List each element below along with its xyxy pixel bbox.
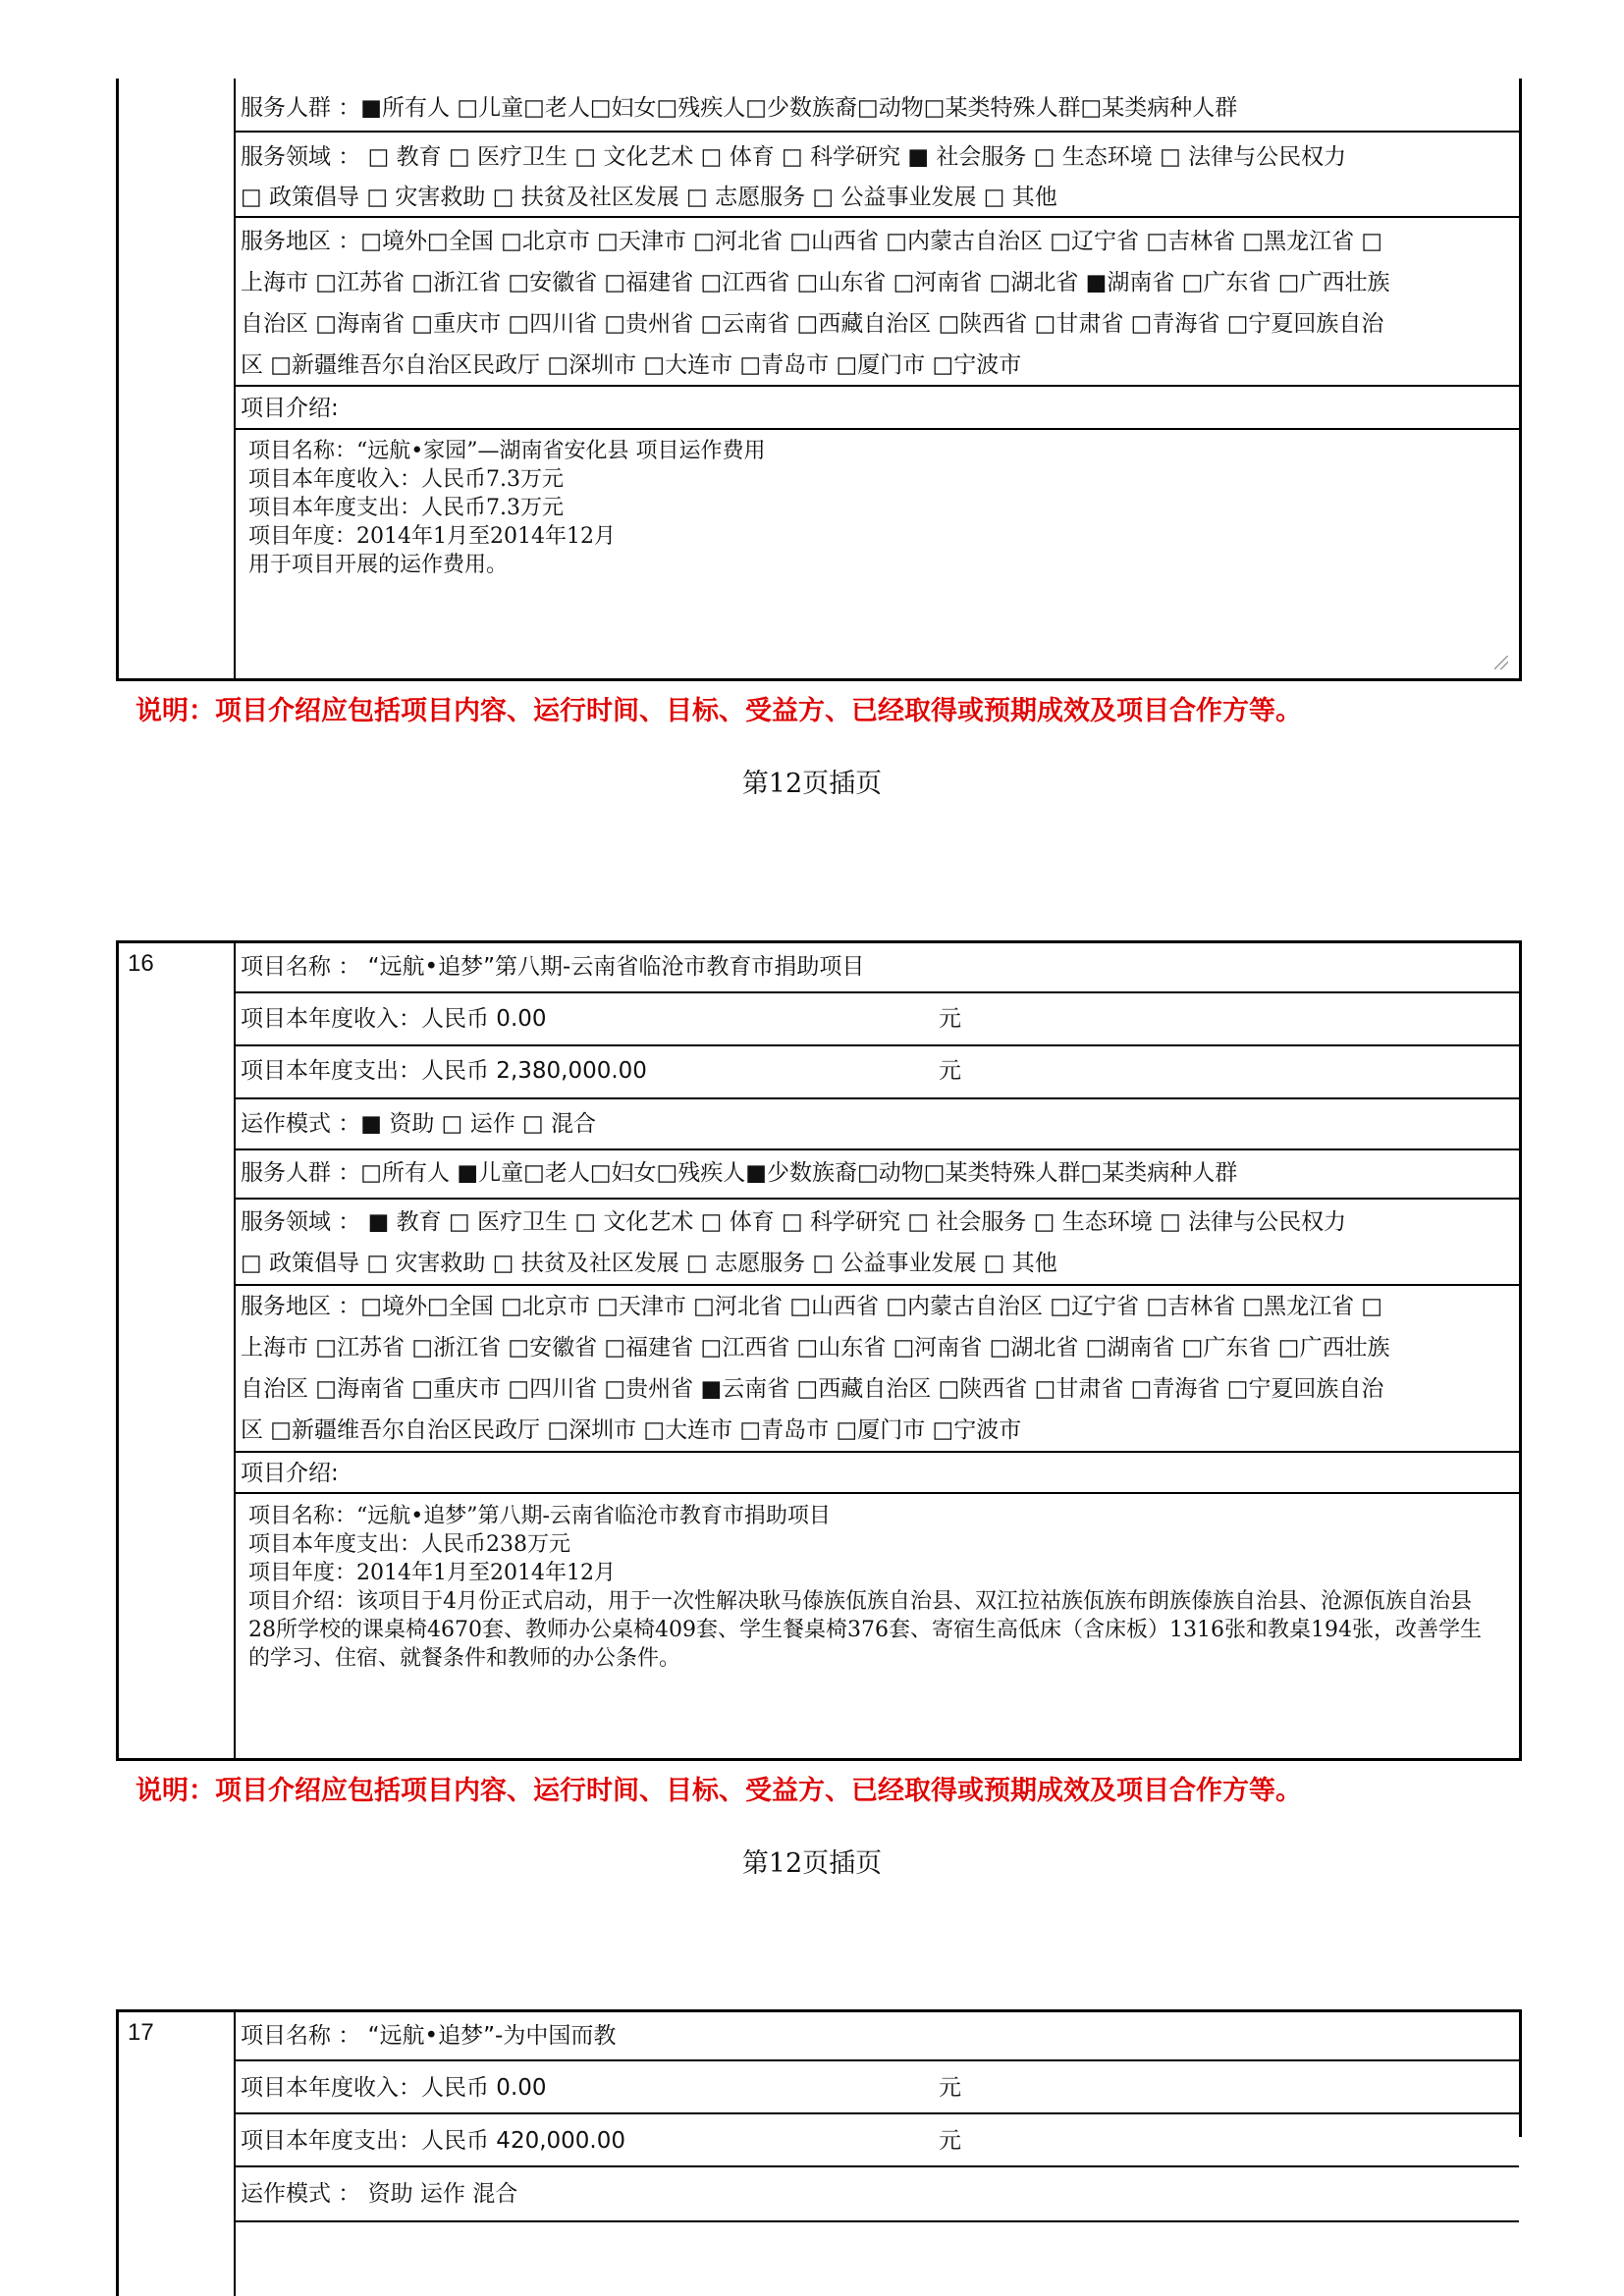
intro-label: 项目介绍: [241,1461,339,1486]
intro-textbox[interactable] [234,437,1505,579]
income-label: 项目本年度收入：人民币 0.00 [241,1006,547,1032]
expense-row [241,1056,1517,1086]
project-name-row: 项目名称 ： “远航•追梦”-为中国而教 [241,2023,617,2049]
row-divider [236,385,1519,387]
row-divider [236,1044,1519,1046]
intro-line: 项目介绍：该项目于4月份正式启动，用于一次性解决耿马傣族佤族自治县、双江拉祜族佤族布朗族傣族自治县、沧源佤族自治县28所学校的课桌椅4670套、教师办公桌椅409套、学生餐桌椅376套、寄宿生高低床（含床板）1316张和教桌194张，改善学生的学习、住宿、就餐条件和教师的办公条件。 [248,1589,1482,1671]
operation-mode-row: 运作模式 ：■ 资助 □ 运作 □ 混合 [241,1111,597,1137]
row-divider [236,1198,1519,1200]
table-left-border [116,940,119,1759]
table-right-border [1519,940,1522,1759]
intro-label: 项目介绍: [241,396,339,421]
intro-line: 项目年度：2014年1月至2014年12月 [248,524,616,549]
service-area-row-3: 自治区 □海南省 □重庆市 □四川省 □贵州省 ■云南省 □西藏自治区 □陕西省 □甘肃省 □青海省 □宁夏回族自治 [241,1376,1384,1402]
table-left-border [116,79,119,679]
service-area-row-1: 服务地区 ：□境外□全国 □北京市 □天津市 □河北省 □山西省 □内蒙古自治区 □辽宁省 □吉林省 □黑龙江省 □ [241,229,1383,254]
page-reference: 第12页插页 [741,1848,883,1879]
intro-line: 项目名称：“远航•追梦”第八期-云南省临沧市教育市捐助项目 [248,1504,831,1528]
row-divider [236,131,1519,133]
row-divider [236,428,1519,430]
income-unit: 元 [939,2075,961,2101]
project-name-row: 项目名称 ： “远航•追梦”第八期-云南省临沧市教育市捐助项目 [241,954,865,980]
expense-unit: 元 [939,1058,961,1084]
operation-mode-row: 运作模式 ： 资助 运作 混合 [241,2181,518,2207]
income-row [241,2073,1517,2103]
row-divider [236,1097,1519,1099]
intro-line: 项目本年度支出：人民币7.3万元 [248,496,564,520]
row-divider [236,1492,1519,1494]
intro-line: 用于项目开展的运作费用。 [248,553,509,577]
intro-textbox[interactable] [234,1502,1500,1673]
project-number: 17 [128,2019,154,2046]
service-area-row-4: 区 □新疆维吾尔自治区民政厅 □深圳市 □大连市 □青岛市 □厦门市 □宁波市 [241,352,1022,378]
row-divider [236,1284,1519,1286]
row-divider [236,2059,1519,2061]
expense-label: 项目本年度支出：人民币 2,380,000.00 [241,1058,647,1084]
table-top-border [116,2009,1522,2012]
service-area-row-1: 服务地区 ：□境外□全国 □北京市 □天津市 □河北省 □山西省 □内蒙古自治区 □辽宁省 □吉林省 □黑龙江省 □ [241,1294,1383,1319]
service-field-row-1: 服务领域 ： □ 教育 □ 医疗卫生 □ 文化艺术 □ 体育 □ 科学研究 ■ 社会服务 □ 生态环境 □ 法律与公民权力 [241,144,1347,170]
table-column-divider [234,2009,236,2296]
table-left-border [116,2009,119,2296]
service-area-row-2: 上海市 □江苏省 □浙江省 □安徽省 □福建省 □江西省 □山东省 □河南省 □湖北省 ■湖南省 □广东省 □广西壮族 [241,270,1390,295]
table-right-border [1519,2009,1522,2137]
table-right-border [1519,79,1522,679]
page-reference: 第12页插页 [741,769,883,799]
table-top-border [116,940,1522,943]
service-field-row-1: 服务领域 ： ■ 教育 □ 医疗卫生 □ 文化艺术 □ 体育 □ 科学研究 □ 社会服务 □ 生态环境 □ 法律与公民权力 [241,1209,1347,1235]
service-area-row-2: 上海市 □江苏省 □浙江省 □安徽省 □福建省 □江西省 □山东省 □河南省 □湖北省 □湖南省 □广东省 □广西壮族 [241,1335,1390,1361]
service-people-row: 服务人群 ：□所有人 ■儿童□老人□妇女□残疾人■少数族裔□动物□某类特殊人群□某类病种人群 [241,1160,1238,1186]
service-field-row-2: □ 政策倡导 □ 灾害救助 □ 扶贫及社区发展 □ 志愿服务 □ 公益事业发展 □ 其他 [241,1251,1057,1276]
intro-line: 项目名称：“远航•家园”—湖南省安化县 项目运作费用 [248,439,766,463]
income-unit: 元 [939,1006,961,1032]
instruction-note: 说明：项目介绍应包括项目内容、运行时间、目标、受益方、已经取得或预期成效及项目合作方等。 [135,1776,1302,1806]
income-row [241,1004,1517,1034]
service-area-row-4: 区 □新疆维吾尔自治区民政厅 □深圳市 □大连市 □青岛市 □厦门市 □宁波市 [241,1417,1022,1443]
row-divider [236,2165,1519,2167]
intro-line: 项目本年度收入：人民币7.3万元 [248,467,564,492]
service-field-row-2: □ 政策倡导 □ 灾害救助 □ 扶贫及社区发展 □ 志愿服务 □ 公益事业发展 □ 其他 [241,185,1057,210]
row-divider [236,216,1519,218]
table-bottom-border [116,678,1522,681]
expense-unit: 元 [939,2128,961,2154]
row-divider [236,2112,1519,2114]
expense-row [241,2126,1517,2156]
instruction-note: 说明：项目介绍应包括项目内容、运行时间、目标、受益方、已经取得或预期成效及项目合作方等。 [135,696,1302,726]
row-divider [236,2220,1519,2222]
table-column-divider [234,79,236,679]
table-bottom-border [116,1758,1522,1761]
row-divider [236,1451,1519,1453]
row-divider [236,991,1519,993]
project-number: 16 [128,950,154,977]
intro-line: 项目年度：2014年1月至2014年12月 [248,1561,616,1585]
service-area-row-3: 自治区 □海南省 □重庆市 □四川省 □贵州省 □云南省 □西藏自治区 □陕西省 □甘肃省 □青海省 □宁夏回族自治 [241,311,1384,337]
row-divider [236,1148,1519,1150]
service-people-row: 服务人群 ：■所有人 □儿童□老人□妇女□残疾人□少数族裔□动物□某类特殊人群□某类病种人群 [241,95,1238,121]
resize-handle-icon[interactable] [1494,656,1508,669]
income-label: 项目本年度收入：人民币 0.00 [241,2075,547,2101]
intro-line: 项目本年度支出：人民币238万元 [248,1532,570,1557]
expense-label: 项目本年度支出：人民币 420,000.00 [241,2128,625,2154]
